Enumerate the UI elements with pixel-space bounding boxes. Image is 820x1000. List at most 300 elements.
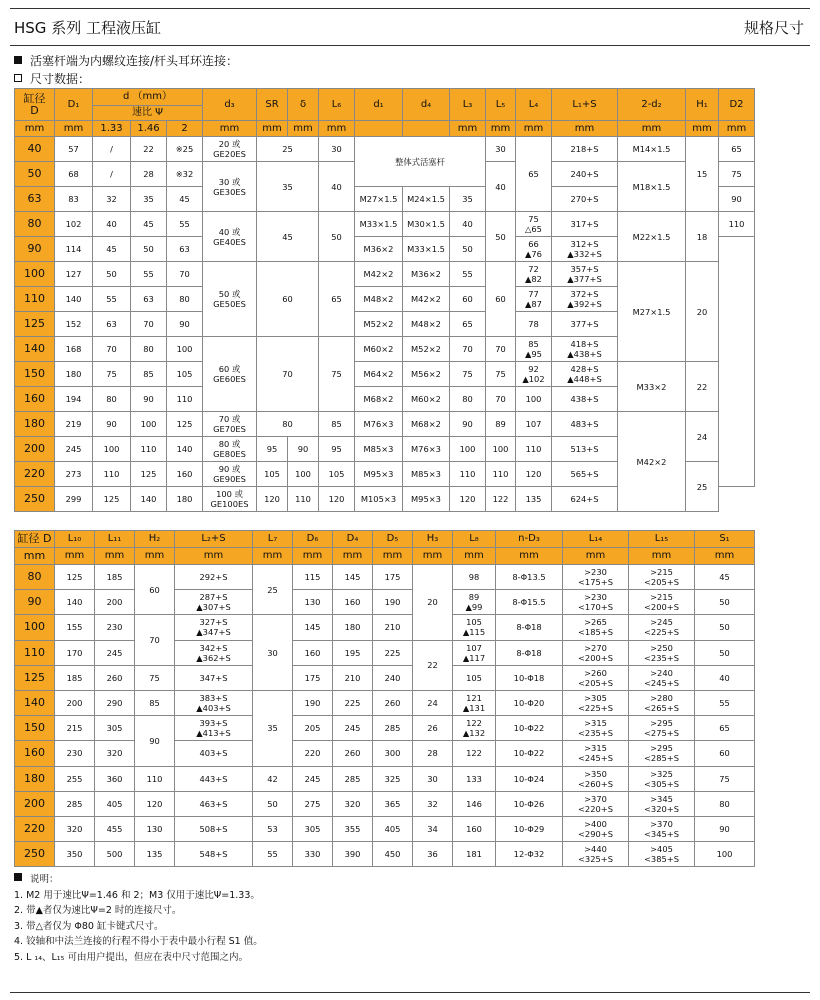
cell: 63 xyxy=(167,237,203,262)
integral-rod-cell: 整体式活塞杆 xyxy=(355,137,486,187)
table-row xyxy=(15,690,755,715)
cell: 350 xyxy=(55,842,95,867)
bore-cell: 80 xyxy=(15,212,55,237)
bore-cell: 90 xyxy=(15,237,55,262)
page-header xyxy=(10,8,810,46)
unit-cell xyxy=(355,121,403,137)
unit-cell: mm xyxy=(257,121,288,137)
cell: 125 xyxy=(131,462,167,487)
cell: 175 xyxy=(293,665,333,690)
cell: M64×2 xyxy=(355,362,403,387)
cell: 290 xyxy=(95,690,135,715)
bore-cell: 63 xyxy=(15,187,55,212)
page-subtitle: 规格尺寸 xyxy=(743,19,804,37)
cell: 105 xyxy=(453,665,496,690)
cell: 100 xyxy=(93,437,131,462)
cell: 100 或 GE100ES xyxy=(203,487,257,512)
cell: 260 xyxy=(95,665,135,690)
cell: 60 xyxy=(486,262,516,337)
header-S1: S₁ xyxy=(695,531,755,548)
unit-cell: mm xyxy=(686,121,719,137)
cell: 75 xyxy=(319,337,355,412)
cell: 320 xyxy=(95,741,135,766)
cell: 85 xyxy=(319,412,355,437)
cell: 155 xyxy=(55,615,95,640)
cell: 312+S ▲332+S xyxy=(552,237,618,262)
cell: 219 xyxy=(55,412,93,437)
cell: 55 xyxy=(93,287,131,312)
cell: 30 或 GE30ES xyxy=(203,162,257,212)
cell: 305 xyxy=(95,716,135,741)
cell: M105×3 xyxy=(355,487,403,512)
cell: 40 xyxy=(450,212,486,237)
cell: 80 xyxy=(167,287,203,312)
unit-cell: mm xyxy=(496,548,563,565)
cell: 240+S xyxy=(552,162,618,187)
cell: 34 xyxy=(413,816,453,841)
unit-cell: mm xyxy=(15,121,55,137)
cell: 140 xyxy=(55,590,95,615)
cell: 22 xyxy=(413,640,453,690)
header-SR: SR xyxy=(257,89,288,121)
cell: 372+S ▲392+S xyxy=(552,287,618,312)
cell: >345 <320+S xyxy=(629,791,695,816)
cell: 45 xyxy=(131,212,167,237)
cell: 10-Φ26 xyxy=(496,791,563,816)
cell: 63 xyxy=(93,312,131,337)
cell: 122 xyxy=(453,741,496,766)
notes xyxy=(14,872,263,965)
cell: 180 xyxy=(167,487,203,512)
cell: 20 或 GE20ES xyxy=(203,137,257,162)
cell: 70 xyxy=(131,312,167,337)
cell: 115 xyxy=(293,565,333,590)
cell: >405 <385+S xyxy=(629,842,695,867)
note-item: 5. L ₁₄、L₁₅ 可由用户提出，但应在表中尺寸范围之内。 xyxy=(14,951,248,963)
unit-cell: mm xyxy=(516,121,552,137)
bore-cell: 220 xyxy=(15,462,55,487)
cell: 65 xyxy=(450,312,486,337)
unit-cell: mm xyxy=(319,121,355,137)
cell: 122 xyxy=(486,487,516,512)
cell: 463+S xyxy=(175,791,253,816)
cell: 55 xyxy=(253,842,293,867)
header-L11: L₁₁ xyxy=(95,531,135,548)
cell: 12-Φ32 xyxy=(496,842,563,867)
table-row xyxy=(15,262,755,287)
cell: 120 xyxy=(516,462,552,487)
header-D2: D2 xyxy=(719,89,755,121)
cell: 50 xyxy=(319,212,355,262)
cell: 65 xyxy=(695,716,755,741)
square-bullet-icon xyxy=(14,873,22,881)
cell: 50 xyxy=(131,237,167,262)
table-row xyxy=(15,137,755,162)
bore-cell: 200 xyxy=(15,791,55,816)
cell: >400 <290+S xyxy=(563,816,629,841)
cell: 205 xyxy=(293,716,333,741)
cell: 90 xyxy=(167,312,203,337)
cell: 110 xyxy=(719,212,755,237)
table-row xyxy=(15,716,755,741)
cell: 110 xyxy=(516,437,552,462)
cell: 140 xyxy=(167,437,203,462)
unit-cell: mm xyxy=(486,121,516,137)
notes-title: 说明： xyxy=(14,872,263,888)
table-row xyxy=(15,766,755,791)
cell: 80 或 GE80ES xyxy=(203,437,257,462)
cell: 152 xyxy=(55,312,93,337)
cell: 428+S ▲448+S xyxy=(552,362,618,387)
cell: 75 xyxy=(450,362,486,387)
cell: 32 xyxy=(93,187,131,212)
cell: 273 xyxy=(55,462,93,487)
cell: 180 xyxy=(55,362,93,387)
cell: 200 xyxy=(95,590,135,615)
cell: 330 xyxy=(293,842,333,867)
cell: 105 xyxy=(319,462,355,487)
cell: 65 xyxy=(719,137,755,162)
cell: M85×3 xyxy=(403,462,450,487)
cell: M33×1.5 xyxy=(355,212,403,237)
cell: 40 xyxy=(319,162,355,212)
cell: 20 xyxy=(413,565,453,641)
cell: 80 xyxy=(695,791,755,816)
cell: 50 xyxy=(450,237,486,262)
cell: 107 ▲117 xyxy=(453,640,496,665)
cell: 175 xyxy=(373,565,413,590)
bore-cell: 100 xyxy=(15,262,55,287)
cell: 135 xyxy=(135,842,175,867)
cell: M42×2 xyxy=(355,262,403,287)
cell: 80 xyxy=(257,412,319,437)
cell: 220 xyxy=(293,741,333,766)
cell: 245 xyxy=(333,716,373,741)
bore-cell: 140 xyxy=(15,690,55,715)
cell: 90 xyxy=(93,412,131,437)
cell: M42×2 xyxy=(618,412,686,512)
cell: >215 <200+S xyxy=(629,590,695,615)
cell: 22 xyxy=(131,137,167,162)
cell: 133 xyxy=(453,766,496,791)
cell: 130 xyxy=(293,590,333,615)
cell: 110 xyxy=(486,462,516,487)
cell: M48×2 xyxy=(355,287,403,312)
cell: 25 xyxy=(253,565,293,615)
cell: 8-Φ18 xyxy=(496,615,563,640)
cell: M76×3 xyxy=(403,437,450,462)
cell: >315 <235+S xyxy=(563,716,629,741)
cell: 160 xyxy=(453,816,496,841)
cell: M68×2 xyxy=(355,387,403,412)
cell: 95 xyxy=(319,437,355,462)
header-bore: 缸径 D xyxy=(15,89,55,121)
cell: >260 <205+S xyxy=(563,665,629,690)
cell: 92 ▲102 xyxy=(516,362,552,387)
unit-cell: mm xyxy=(135,548,175,565)
cell: 393+S ▲413+S xyxy=(175,716,253,741)
cell: 24 xyxy=(686,412,719,462)
cell: M95×3 xyxy=(355,462,403,487)
cell: 230 xyxy=(55,741,95,766)
header-speed-ratio: 速比 Ψ xyxy=(93,106,203,121)
cell: 210 xyxy=(333,665,373,690)
cell: 185 xyxy=(55,665,95,690)
cell: M95×3 xyxy=(403,487,450,512)
cell: 90 或 GE90ES xyxy=(203,462,257,487)
cell: 102 xyxy=(55,212,93,237)
cell: 90 xyxy=(719,187,755,212)
note-item: 4. 铰轴和中法兰连接的行程不得小于表中最小行程 S1 值。 xyxy=(14,936,263,947)
cell: 260 xyxy=(333,741,373,766)
cell: 230 xyxy=(95,615,135,640)
cell: 89 xyxy=(486,412,516,437)
cell: M24×1.5 xyxy=(403,187,450,212)
dimension-table-1 xyxy=(14,88,755,512)
cell: M14×1.5 xyxy=(618,137,686,162)
cell: 100 xyxy=(450,437,486,462)
cell: 70 xyxy=(486,387,516,412)
bore-cell: 125 xyxy=(15,312,55,337)
header-L15: L₁₅ xyxy=(629,531,695,548)
cell: 90 xyxy=(695,816,755,841)
cell: 403+S xyxy=(175,741,253,766)
cell: M30×1.5 xyxy=(403,212,450,237)
cell: 105 xyxy=(257,462,288,487)
cell: 35 xyxy=(253,690,293,766)
cell: 90 xyxy=(450,412,486,437)
table-1-header xyxy=(15,89,755,137)
header-L3: L₃ xyxy=(450,89,486,121)
cell: 245 xyxy=(55,437,93,462)
unit-cell: mm xyxy=(629,548,695,565)
cell: 70 xyxy=(450,337,486,362)
note-item: 1. M2 用于速比Ψ=1.46 和 2；M3 仅用于速比Ψ=1.33。 xyxy=(14,889,260,901)
cell: 70 或 GE70ES xyxy=(203,412,257,437)
cell: 508+S xyxy=(175,816,253,841)
unit-cell xyxy=(403,121,450,137)
cell: 10-Φ22 xyxy=(496,716,563,741)
cell: 24 xyxy=(413,690,453,715)
cell: 30 xyxy=(253,615,293,691)
header-bore: 缸径 D xyxy=(15,531,55,548)
hollow-square-bullet-icon xyxy=(14,74,22,82)
cell: 30 xyxy=(413,766,453,791)
bore-cell: 125 xyxy=(15,665,55,690)
cell: 513+S xyxy=(552,437,618,462)
cell: 125 xyxy=(167,412,203,437)
cell xyxy=(719,237,755,487)
header-D5: D₅ xyxy=(373,531,413,548)
header-L1S: L₁+S xyxy=(552,89,618,121)
cell: 53 xyxy=(253,816,293,841)
cell: 80 xyxy=(131,337,167,362)
cell: M33×2 xyxy=(618,362,686,412)
bore-cell: 250 xyxy=(15,487,55,512)
cell: 275 xyxy=(293,791,333,816)
header-D6: D₆ xyxy=(293,531,333,548)
unit-cell: mm xyxy=(55,121,93,137)
cell: 65 xyxy=(319,262,355,337)
table-row xyxy=(15,212,755,237)
cell: 405 xyxy=(95,791,135,816)
cell: 90 xyxy=(135,716,175,766)
cell: 68 xyxy=(55,162,93,187)
header-L4: L₄ xyxy=(516,89,552,121)
cell: 105 xyxy=(167,362,203,387)
cell: 225 xyxy=(333,690,373,715)
cell: 60 xyxy=(450,287,486,312)
cell: 85 xyxy=(135,690,175,715)
table-row xyxy=(15,791,755,816)
cell: 146 xyxy=(453,791,496,816)
cell: M48×2 xyxy=(403,312,450,337)
bore-cell: 150 xyxy=(15,362,55,387)
cell: 114 xyxy=(55,237,93,262)
cell: 90 xyxy=(288,437,319,462)
bore-cell: 150 xyxy=(15,716,55,741)
cell: 85 ▲95 xyxy=(516,337,552,362)
cell: 25 xyxy=(257,137,319,162)
section-rod-connection xyxy=(14,52,238,69)
cell: >440 <325+S xyxy=(563,842,629,867)
cell: 110 xyxy=(288,487,319,512)
cell: 36 xyxy=(413,842,453,867)
cell: 327+S ▲347+S xyxy=(175,615,253,640)
header-L14: L₁₄ xyxy=(563,531,629,548)
cell: 305 xyxy=(293,816,333,841)
cell: 22 xyxy=(686,362,719,412)
cell: M68×2 xyxy=(403,412,450,437)
cell: 170 xyxy=(55,640,95,665)
cell: 45 xyxy=(93,237,131,262)
unit-cell: mm xyxy=(552,121,618,137)
cell: M27×1.5 xyxy=(618,262,686,362)
cell: 195 xyxy=(333,640,373,665)
cell: 28 xyxy=(131,162,167,187)
cell: 50 xyxy=(486,212,516,262)
cell: 35 xyxy=(257,162,319,212)
table-row xyxy=(15,842,755,867)
header-d: d （mm） xyxy=(93,89,203,106)
cell: 26 xyxy=(413,716,453,741)
cell: 130 xyxy=(135,816,175,841)
cell: 20 xyxy=(686,262,719,362)
cell: 100 xyxy=(167,337,203,362)
cell: 120 xyxy=(319,487,355,512)
cell: 65 xyxy=(516,137,552,212)
cell: M60×2 xyxy=(355,337,403,362)
cell: 287+S ▲307+S xyxy=(175,590,253,615)
cell: 624+S xyxy=(552,487,618,512)
cell: 125 xyxy=(93,487,131,512)
cell: 18 xyxy=(686,212,719,262)
unit-cell: mm xyxy=(175,548,253,565)
cell: 317+S xyxy=(552,212,618,237)
cell: 40 xyxy=(486,162,516,212)
section-label: 尺寸数据： xyxy=(30,72,91,86)
cell: 110 xyxy=(93,462,131,487)
unit-cell: mm xyxy=(293,548,333,565)
cell: 245 xyxy=(293,766,333,791)
cell: 390 xyxy=(333,842,373,867)
cell: 8-Φ18 xyxy=(496,640,563,665)
cell: 110 xyxy=(131,437,167,462)
cell: M76×3 xyxy=(355,412,403,437)
unit-cell: mm xyxy=(333,548,373,565)
unit-cell: mm xyxy=(695,548,755,565)
cell: 110 xyxy=(450,462,486,487)
bore-cell: 50 xyxy=(15,162,55,187)
unit-cell: mm xyxy=(15,548,55,565)
cell: 10-Φ20 xyxy=(496,690,563,715)
cell: 10-Φ24 xyxy=(496,766,563,791)
cell: 57 xyxy=(55,137,93,162)
bore-cell: 220 xyxy=(15,816,55,841)
cell: >240 <245+S xyxy=(629,665,695,690)
cell: 438+S xyxy=(552,387,618,412)
cell: >280 <265+S xyxy=(629,690,695,715)
cell: 60 xyxy=(135,565,175,615)
cell: 240 xyxy=(373,665,413,690)
cell: 100 xyxy=(288,462,319,487)
cell: 270+S xyxy=(552,187,618,212)
bore-cell: 180 xyxy=(15,412,55,437)
cell: 121 ▲131 xyxy=(453,690,496,715)
cell: M42×2 xyxy=(403,287,450,312)
cell: 285 xyxy=(373,716,413,741)
header-L8: L₈ xyxy=(453,531,496,548)
cell: 125 xyxy=(55,565,95,590)
cell: 42 xyxy=(253,766,293,791)
table-row xyxy=(15,640,755,665)
dimension-table-2 xyxy=(14,530,755,867)
cell: 365 xyxy=(373,791,413,816)
header-d3: d₃ xyxy=(203,89,257,121)
cell: 40 或 GE40ES xyxy=(203,212,257,262)
cell: 140 xyxy=(131,487,167,512)
cell: 100 xyxy=(131,412,167,437)
cell: 10-Φ29 xyxy=(496,816,563,841)
bore-cell: 160 xyxy=(15,387,55,412)
cell: 70 xyxy=(486,337,516,362)
cell: 210 xyxy=(373,615,413,640)
cell: 383+S ▲403+S xyxy=(175,690,253,715)
bore-cell: 80 xyxy=(15,565,55,590)
bore-cell: 100 xyxy=(15,615,55,640)
cell: M52×2 xyxy=(355,312,403,337)
cell: 548+S xyxy=(175,842,253,867)
cell: M36×2 xyxy=(355,237,403,262)
cell: >295 <285+S xyxy=(629,741,695,766)
cell: >270 <200+S xyxy=(563,640,629,665)
bore-cell: 110 xyxy=(15,640,55,665)
table-row xyxy=(15,816,755,841)
cell: M52×2 xyxy=(403,337,450,362)
cell: 63 xyxy=(131,287,167,312)
unit-cell: mm xyxy=(563,548,629,565)
cell: 325 xyxy=(373,766,413,791)
cell: 194 xyxy=(55,387,93,412)
cell: 168 xyxy=(55,337,93,362)
cell: 405 xyxy=(373,816,413,841)
cell: >370 <345+S xyxy=(629,816,695,841)
unit-cell: mm xyxy=(413,548,453,565)
cell: 83 xyxy=(55,187,93,212)
cell: 357+S ▲377+S xyxy=(552,262,618,287)
cell: 145 xyxy=(293,615,333,640)
cell: 120 xyxy=(450,487,486,512)
